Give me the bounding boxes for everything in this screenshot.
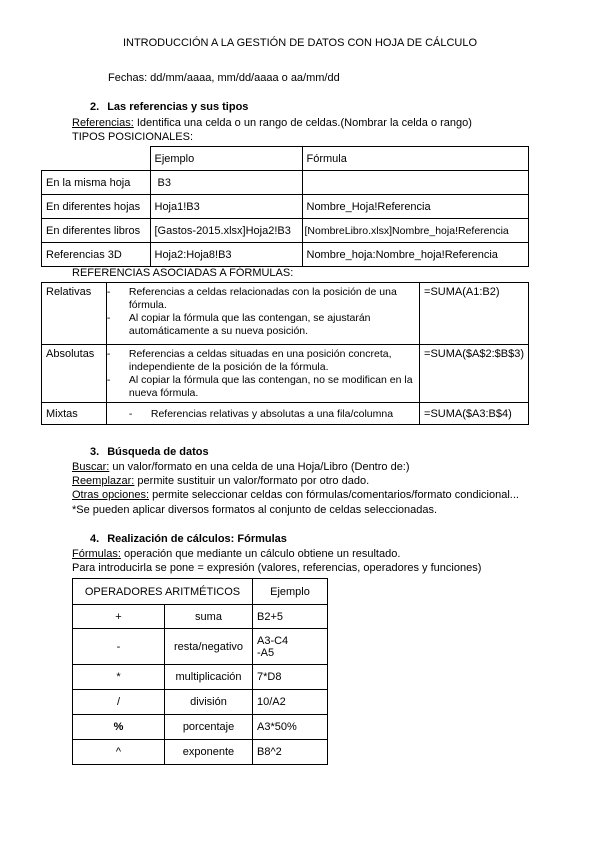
term-label: Referencias:	[72, 117, 134, 129]
table-header-ejemplo: Ejemplo	[150, 147, 302, 171]
section-title: Realización de cálculos: Fórmulas	[107, 533, 287, 545]
table-row	[42, 345, 529, 403]
section-2-heading	[90, 101, 248, 113]
dash-bullet: -	[106, 312, 111, 324]
description-item: Al copiar la fórmula que las contengan, se ajustarán automáticamente a su nueva posición.	[128, 312, 371, 337]
operator-symbol: -	[73, 629, 165, 665]
operator-name: multiplicación	[165, 665, 253, 690]
operator-name: división	[165, 690, 253, 715]
dates-format-line: Fechas: dd/mm/aaaa, mm/dd/aaaa o aa/mm/dd	[108, 72, 340, 84]
operator-name: suma	[165, 605, 253, 629]
row-formula: Nombre_Hoja!Referencia	[302, 195, 529, 219]
ref-type-label: Relativas	[42, 283, 107, 345]
buscar-line	[72, 461, 410, 473]
table-row	[42, 243, 529, 267]
dash-bullet: -	[128, 407, 133, 420]
section-number: 4.	[90, 533, 100, 545]
term-label: Otras opciones:	[72, 489, 150, 501]
term-text: operación que mediante un cálculo obtiene un resultado.	[120, 548, 401, 560]
table-row	[42, 171, 529, 195]
table-row	[42, 195, 529, 219]
operator-example: A3-C4 -A5	[253, 629, 328, 665]
row-label: En diferentes hojas	[42, 195, 151, 219]
ref-example: =SUMA($A$2:$B$3)	[420, 345, 529, 403]
operator-example: B2+5	[253, 605, 328, 629]
operator-example: A3*50%	[253, 715, 328, 740]
positional-types-table	[41, 146, 529, 267]
term-label: Buscar:	[72, 461, 110, 473]
operator-symbol: +	[73, 605, 165, 629]
term-label: Fórmulas:	[72, 548, 121, 560]
row-formula: [NombreLibro.xlsx]Nombre_hoja!Referencia	[302, 219, 529, 243]
row-label: Referencias 3D	[42, 243, 151, 267]
section-title: Búsqueda de datos	[107, 446, 209, 458]
operator-name: exponente	[165, 740, 253, 765]
referencias-definition	[72, 117, 472, 129]
section-number: 2.	[90, 101, 100, 113]
term-text: permite seleccionar celdas con fórmulas/comentarios/formato condicional...	[149, 489, 519, 501]
otras-opciones-line	[72, 489, 519, 501]
term-text: Identifica una celda o un rango de celdas.(Nombrar la celda o rango)	[133, 117, 472, 129]
formula-intro: Para introducirla se pone = expresión (valores, referencias, operadores y funciones)	[72, 562, 482, 574]
operator-name: porcentaje	[165, 715, 253, 740]
table-row	[42, 403, 529, 425]
operator-example: 10/A2	[253, 690, 328, 715]
dash-bullet: -	[106, 348, 111, 360]
description-item: Al copiar la fórmula que las contengan, no se modifican en la nueva fórmula.	[128, 374, 413, 399]
operator-example: B8^2	[253, 740, 328, 765]
operator-symbol: %	[73, 715, 165, 740]
referencias-asociadas-label: REFERENCIAS ASOCIADAS A FÓRMULAS:	[72, 267, 294, 279]
ref-description	[106, 345, 419, 403]
ref-example: =SUMA(A1:B2)	[420, 283, 529, 345]
reemplazar-line	[72, 475, 369, 487]
ref-example: =SUMA($A3:B$4)	[420, 403, 529, 425]
row-example: Hoja2:Hoja8!B3	[150, 243, 302, 267]
operator-symbol: ^	[73, 740, 165, 765]
associated-references-table	[41, 282, 529, 425]
operator-name: resta/negativo	[165, 629, 253, 665]
table-row	[73, 715, 328, 740]
description-item: Referencias relativas y absolutas a una fila/columna	[150, 407, 394, 420]
table-row	[73, 665, 328, 690]
table-header-empty	[42, 147, 151, 171]
row-formula: Nombre_hoja:Nombre_hoja!Referencia	[302, 243, 529, 267]
table-row	[42, 283, 529, 345]
formats-note: *Se pueden aplicar diversos formatos al conjunto de celdas seleccionadas.	[72, 504, 438, 516]
page-title: INTRODUCCIÓN A LA GESTIÓN DE DATOS CON HOJA DE CÁLCULO	[122, 37, 478, 49]
table-row	[73, 690, 328, 715]
ref-description	[106, 283, 419, 345]
description-item: Referencias a celdas relacionadas con la posición de una fórmula.	[128, 286, 397, 311]
row-example: Hoja1!B3	[150, 195, 302, 219]
row-label: En diferentes libros	[42, 219, 151, 243]
term-label: Reemplazar:	[72, 475, 135, 487]
section-3-heading	[90, 446, 209, 458]
dash-bullet: -	[106, 374, 111, 386]
operator-symbol: /	[73, 690, 165, 715]
example-header: Ejemplo	[253, 579, 328, 605]
section-title: Las referencias y sus tipos	[107, 101, 249, 113]
table-row	[42, 219, 529, 243]
formulas-definition	[72, 548, 400, 560]
term-text: un valor/formato en una celda de una Hoja/Libro (Dentro de:)	[109, 461, 410, 473]
description-item: Referencias a celdas situadas en una posición concreta, independiente de la posición de la fórmula.	[128, 348, 392, 373]
row-formula	[302, 171, 529, 195]
arithmetic-operators-table	[72, 578, 328, 765]
section-number: 3.	[90, 446, 100, 458]
ref-description	[106, 403, 419, 425]
operator-example: 7*D8	[253, 665, 328, 690]
row-example: B3	[150, 171, 302, 195]
table-row	[73, 605, 328, 629]
ref-type-label: Absolutas	[42, 345, 107, 403]
term-text: permite sustituir un valor/formato por otro dado.	[134, 475, 370, 487]
tipos-posicionales-label: TIPOS POSICIONALES:	[72, 131, 194, 143]
operator-symbol: *	[73, 665, 165, 690]
table-row	[73, 629, 328, 665]
table-header-formula: Fórmula	[302, 147, 529, 171]
row-example: [Gastos-2015.xlsx]Hoja2!B3	[150, 219, 302, 243]
operators-header: OPERADORES ARITMÉTICOS	[73, 579, 253, 605]
ref-type-label: Mixtas	[42, 403, 107, 425]
dash-bullet: -	[106, 286, 111, 298]
row-label: En la misma hoja	[42, 171, 151, 195]
table-row	[73, 740, 328, 765]
section-4-heading	[90, 533, 287, 545]
